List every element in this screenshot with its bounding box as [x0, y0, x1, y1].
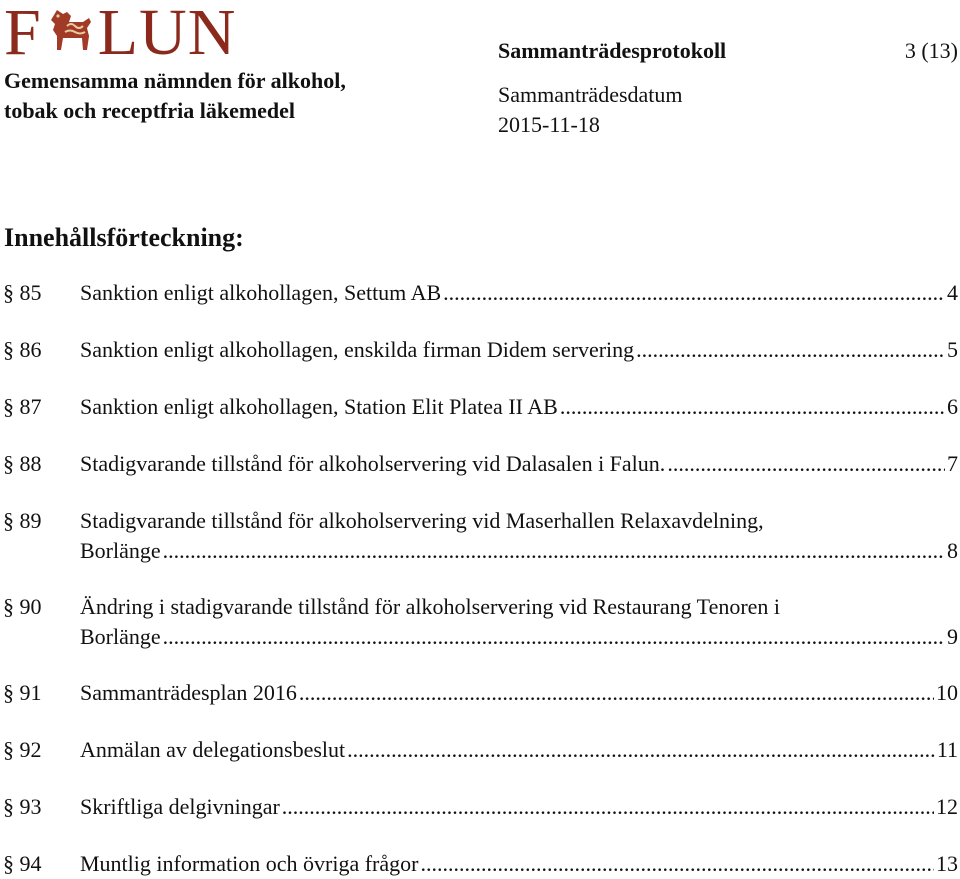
toc-entry-line: [80, 735, 958, 765]
toc-page-number: 11: [936, 737, 958, 762]
toc-entry-title: Sanktion enligt alkohollagen, Settum AB: [80, 280, 442, 305]
page-number: 3 (13): [904, 38, 958, 63]
toc-section-number: § 92: [3, 737, 42, 762]
toc-entry-text: [80, 392, 958, 422]
toc-entry-line: [80, 392, 958, 422]
toc-entry-title: Stadigvarande tillstånd för alkoholservering vid Dalasalen i Falun.: [80, 451, 666, 476]
toc-section-number: § 85: [3, 280, 42, 305]
toc-dot-leader: [163, 622, 945, 652]
toc-entry-text: [80, 792, 958, 822]
toc-section-number: § 86: [3, 337, 42, 362]
toc-section-number: § 93: [3, 794, 42, 819]
toc-entry-title: Ändring i stadigvarande tillstånd för alkoholservering vid Restaurang Tenoren i: [80, 594, 781, 619]
toc-entry-title: Borlänge: [80, 624, 161, 649]
toc-entry-text: [80, 592, 958, 652]
protocol-meta: [498, 36, 960, 140]
toc-dot-leader: [299, 678, 934, 708]
toc-entry-line: [80, 536, 958, 566]
toc-title: Innehållsförteckning:: [4, 223, 244, 252]
toc-page-number: 6: [947, 394, 958, 419]
toc-entry-title: Borlänge: [80, 538, 161, 563]
toc-page-number: 13: [936, 851, 958, 876]
toc-entry-line: [80, 278, 958, 308]
meeting-date-label: Sammanträdesdatum: [498, 82, 683, 107]
toc-entry-title: Sanktion enligt alkohollagen, enskilda firman Didem servering: [80, 337, 635, 362]
toc-section-number: § 91: [3, 680, 42, 705]
toc-entry-title: Skriftliga delgivningar: [80, 794, 280, 819]
toc-dot-leader: [282, 792, 934, 822]
org-line-1: Gemensamma nämnden för alkohol,: [4, 68, 346, 93]
toc-entry-line: [80, 335, 958, 365]
toc-section-number: § 89: [3, 508, 42, 533]
toc-entry-title: Muntlig information och övriga frågor: [80, 851, 419, 876]
toc-section-number: § 88: [3, 451, 42, 476]
toc-section-number: § 90: [3, 594, 42, 619]
toc-entry-line: [80, 449, 958, 479]
toc-section-number: § 94: [3, 851, 42, 876]
toc-page-number: 10: [936, 680, 958, 705]
toc-page-number: 7: [947, 451, 958, 476]
toc-dot-leader: [636, 335, 945, 365]
toc-entry-text: [80, 678, 958, 708]
toc-page-number: 12: [936, 794, 958, 819]
toc-entry-line: [80, 622, 958, 652]
toc-dot-leader: [347, 735, 935, 765]
organization-name: [4, 66, 346, 126]
toc-entry-line: [80, 592, 958, 622]
toc-page-number: 5: [947, 337, 958, 362]
meeting-date-value: 2015-11-18: [498, 112, 600, 137]
toc-dot-leader: [163, 536, 945, 566]
toc-entry-text: [80, 335, 958, 365]
toc-section-number: § 87: [3, 394, 42, 419]
toc-entry-text: [80, 735, 958, 765]
toc-dot-leader: [443, 278, 945, 308]
toc-dot-leader: [667, 449, 945, 479]
logo-text-f: F: [4, 0, 42, 69]
falun-logo: [4, 0, 237, 69]
toc-page-number: 8: [947, 538, 958, 563]
toc-entry-title: Anmälan av delegationsbeslut: [80, 737, 346, 762]
toc-entry-line: [80, 849, 958, 879]
toc-entry-text: [80, 506, 958, 566]
protocol-title-row: [498, 36, 960, 66]
toc-entry-line: [80, 506, 958, 536]
toc-page-number: 4: [947, 280, 958, 305]
toc-dot-leader: [420, 849, 934, 879]
toc-dot-leader: [560, 392, 945, 422]
protocol-title: Sammanträdesprotokoll: [498, 38, 727, 63]
toc-entry-line: [80, 678, 958, 708]
org-line-2: tobak och receptfria läkemedel: [4, 98, 296, 123]
toc-page-number: 9: [947, 624, 958, 649]
toc-entry-title: Sanktion enligt alkohollagen, Station Elit Platea II AB: [80, 394, 558, 419]
toc-entry-text: [80, 449, 958, 479]
logo-text-lun: LUN: [97, 0, 237, 69]
toc-entry-text: [80, 849, 958, 879]
toc-entry-title: Stadigvarande tillstånd för alkoholservering vid Maserhallen Relaxavdelning,: [80, 508, 764, 533]
toc-entry-text: [80, 278, 958, 308]
toc-entry-line: [80, 792, 958, 822]
toc-entry-title: Sammanträdesplan 2016: [80, 680, 297, 705]
dala-horse-icon: [43, 4, 97, 58]
